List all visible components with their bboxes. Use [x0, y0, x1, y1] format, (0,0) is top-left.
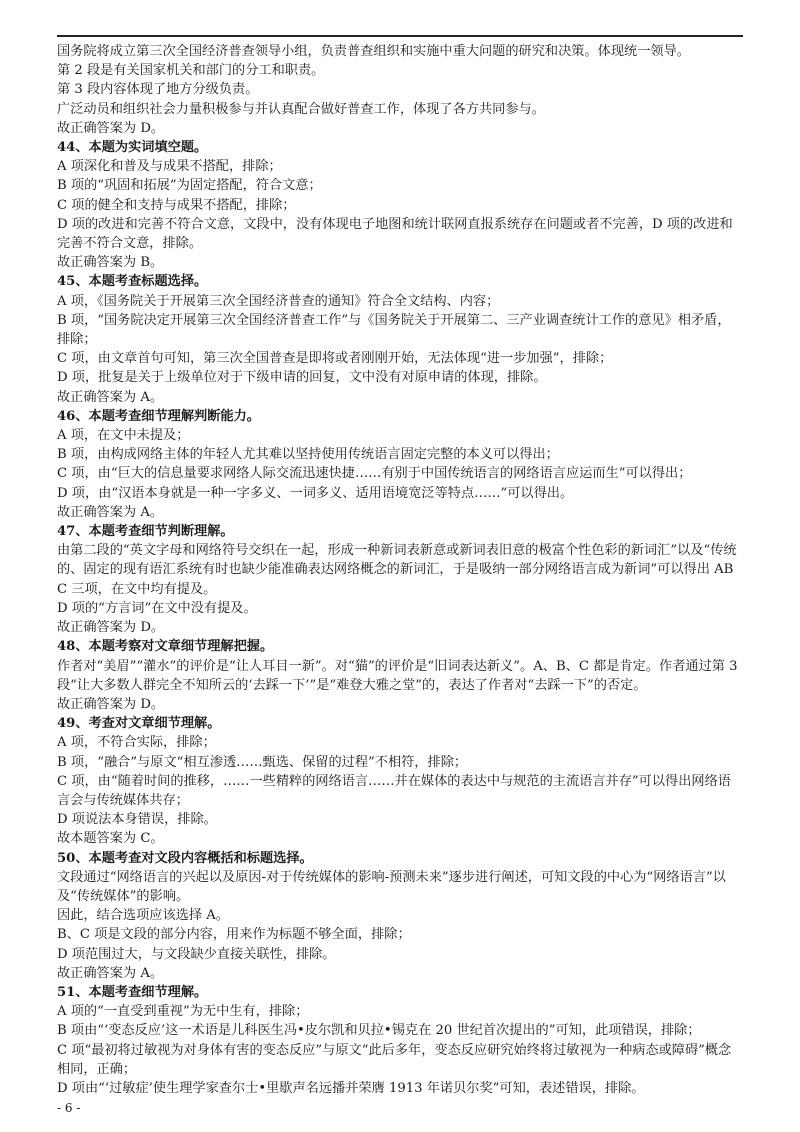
explanation-line: A 项深化和普及与成果不搭配，排除；	[57, 159, 282, 175]
explanation-line: B 项由“‘变态反应’这一术语是儿科医生冯•皮尔凯和贝拉•锡克在 20 世纪首次提出的”可知，此项错误，排除；	[57, 1023, 701, 1039]
question-heading: 48、本题考察对文章细节理解把握。	[57, 639, 274, 655]
explanation-line: B 项，“国务院决定开展第三次全国经济普查工作”与《国务院关于开展第二、三产业调查统计工作的意见》相矛盾，排除；	[57, 312, 731, 348]
explanation-line: 故本题答案为 C。	[57, 831, 164, 847]
explanation-line: B 项，“融合”与原文“相互渗透……甄选、保留的过程”不相符，排除；	[57, 754, 468, 770]
explanation-line: 故正确答案为 D。	[57, 120, 165, 136]
question-heading: 47、本题考查细节判断理解。	[57, 524, 234, 540]
explanation-line: 国务院将成立第三次全国经济普查领导小组，负责普查组织和实施中重大问题的研究和决策。体现统一领导。	[57, 44, 690, 59]
explanation-line: 故正确答案为 D。	[57, 696, 165, 712]
explanation-line: 故正确答案为 D。	[57, 620, 165, 636]
explanation-line: D 项由“‘过敏症’使生理学家查尔士•里歇声名远播并荣膺 1913 年诺贝尔奖”可知，表述错误，排除。	[57, 1080, 645, 1096]
explanation-line: C 项，由“随着时间的推移，……一些精粹的网络语言……并在媒体的表达中与规范的主流语言并存”可以得出网络语言会与传统媒体共存；	[57, 773, 731, 808]
explanation-line: 因此，结合选项应该选择 A。	[57, 908, 229, 924]
explanation-line: 第 3 段内容体现了地方分级负责。	[57, 82, 259, 98]
explanation-line: B 项，由构成网络主体的年轻人尤其难以坚持使用传统语言固定完整的本义可以得出；	[57, 447, 559, 463]
explanation-line: D 项的改进和完善不符合文意，文段中，没有体现电子地图和统计联网直报系统存在问题或者不完善，D 项的改进和完善不符合文意，排除。	[57, 216, 733, 252]
explanation-line: 广泛动员和组织社会力量积极参与并认真配合做好普查工作，体现了各方共同参与。	[57, 101, 545, 117]
explanation-line: A 项，不符合实际，排除；	[57, 735, 216, 751]
explanation-line: C 项的健全和支持与成果不搭配，排除；	[57, 197, 296, 213]
explanation-line: A 项的“一直受到重视”为无中生有，排除；	[57, 1004, 309, 1020]
explanation-line: C 项，由文章首句可知，第三次全国普查是即将或者刚刚开始，无法体现“进一步加强”，排除；	[57, 351, 613, 367]
explanation-line: 故正确答案为 A。	[57, 504, 164, 520]
explanation-line: B 项的“巩固和拓展”为固定搭配，符合文意；	[57, 178, 322, 194]
top-rule	[57, 35, 743, 37]
explanation-line: C 项“最初将过敏视为对身体有害的变态反应”与原文“此后多年，变态反应研究始终将过敏视为一种病态或障碍”概念相同，正确；	[57, 1042, 732, 1077]
explanation-line: 由第二段的“英文字母和网络符号交织在一起，形成一种新词表新意或新词表旧意的极富个性色彩的新词汇”以及“传统的、固定的现有语汇系统有时也缺少能准确表达网络概念的新词汇，于是吸纳一部分网络语言成为新词”可以得出 ABC 三项，在文中均有提及。	[57, 543, 737, 597]
explanation-line: 作者对“美眉”“灌水”的评价是“让人耳目一新”。对“猫”的评价是“旧词表达新义”。A、B、C 都是肯定。作者通过第 3 段“让大多数人群完全不知所云的‘去踩一下’”是“难登大雅之堂”的，表达了作者对“去踩一下”的否定。	[57, 658, 738, 693]
explanation-line: A 项，《国务院关于开展第三次全国经济普查的通知》符合全文结构、内容；	[57, 293, 500, 309]
explanation-line: D 项，批复是关于上级单位对于下级申请的回复，文中没有对原申请的体现，排除。	[57, 370, 547, 386]
explanation-line: D 项范围过大，与文段缺少直接关联性，排除。	[57, 946, 336, 962]
answer-explanations	[57, 42, 743, 1098]
explanation-line: 故正确答案为 A。	[57, 965, 164, 981]
question-heading: 44、本题为实词填空题。	[57, 140, 208, 156]
explanation-line: D 项，由“汉语本身就是一种一字多义、一词多义、适用语境宽泛等特点……”可以得出。	[57, 485, 574, 501]
explanation-line: C 项，由“巨大的信息量要求网络人际交流迅速快捷……有别于中国传统语言的网络语言应运而生”可以得出；	[57, 466, 692, 482]
explanation-line: 故正确答案为 B。	[57, 255, 164, 271]
explanation-line: 第 2 段是有关国家机关和部门的分工和职责。	[57, 63, 325, 79]
explanation-line: B、C 项是文段的部分内容，用来作为标题不够全面，排除；	[57, 927, 411, 943]
explanation-line: A 项，在文中未提及；	[57, 428, 190, 444]
question-heading: 49、考查对文章细节理解。	[57, 716, 221, 732]
question-heading: 46、本题考查细节理解判断能力。	[57, 408, 260, 424]
explanation-line: D 项说法本身错误，排除。	[57, 812, 217, 828]
question-heading: 45、本题考查标题选择。	[57, 274, 208, 290]
explanation-line: 故正确答案为 A。	[57, 389, 164, 405]
explanation-line: 文段通过“网络语言的兴起以及原因-对于传统媒体的影响-预测未来”逐步进行阐述，可知文段的中心为“网络语言”以及“传统媒体”的影响。	[57, 869, 726, 904]
explanation-line: D 项的“方言词”在文中没有提及。	[57, 600, 257, 616]
question-heading: 50、本题考查对文段内容概括和标题选择。	[57, 850, 313, 866]
page-number: - 6 -	[57, 1101, 81, 1115]
question-heading: 51、本题考查细节理解。	[57, 984, 208, 1000]
